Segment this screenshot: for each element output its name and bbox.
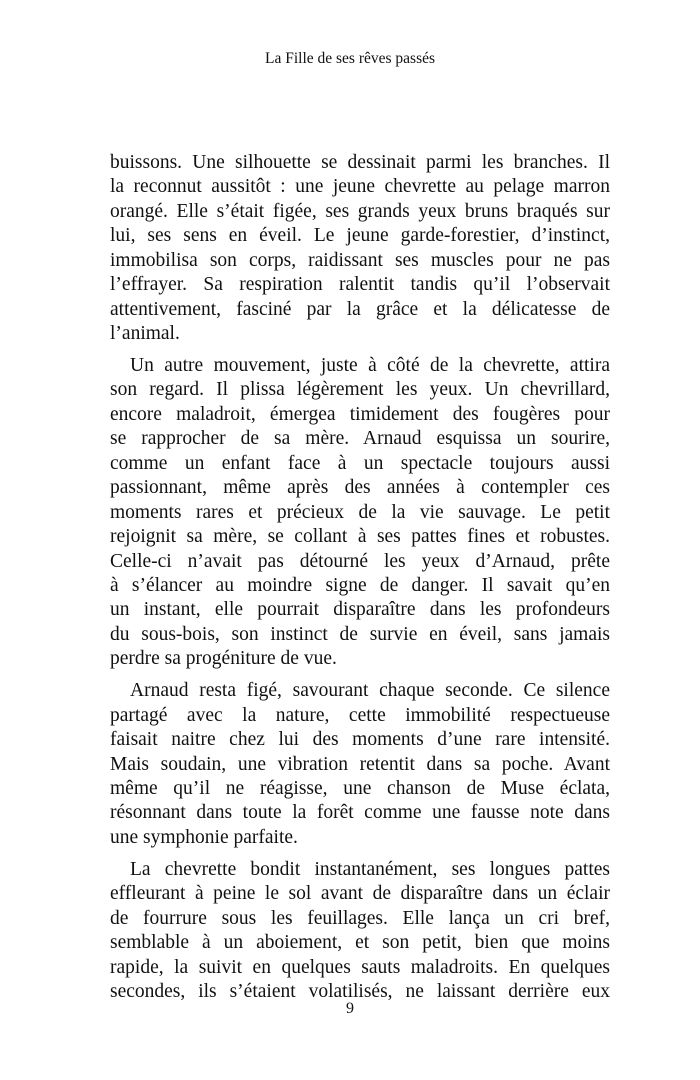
text-line: passionnant, même après des années à contempler ces: [110, 477, 610, 499]
text-line: partagé avec la nature, cette immobilité respectueuse: [110, 704, 610, 726]
text-line: immobilisa son corps, raidissant ses muscles pour ne pas: [110, 249, 610, 271]
text-line: attentivement, fasciné par la grâce et la délicatesse de: [110, 298, 610, 320]
text-line: faisait naitre chez lui des moments d’une rare intensité.: [110, 729, 610, 751]
text-line: comme un enfant face à un spectacle toujours aussi: [110, 452, 610, 474]
text-line: encore maladroit, émergea timidement des fougères pour: [110, 403, 610, 425]
page-body-text: [110, 151, 610, 1012]
text-line: l’animal.: [110, 323, 180, 345]
paragraph: [110, 858, 610, 1005]
text-line: effleurant à peine le sol avant de disparaître dans un éclair: [110, 883, 610, 905]
text-line: secondes, ils s’étaient volatilisés, ne laissant derrière eux: [110, 980, 610, 1002]
text-line: semblable à un aboiement, et son petit, bien que moins: [110, 932, 610, 954]
text-line: perdre sa progéniture de vue.: [110, 648, 337, 670]
page-number: 9: [346, 1000, 354, 1017]
text-line: une symphonie parfaite.: [110, 826, 298, 848]
text-line: Un autre mouvement, juste à côté de la chevrette, attira: [130, 355, 610, 376]
running-header-title: La Fille de ses rêves passés: [264, 50, 436, 67]
text-line: buissons. Une silhouette se dessinait parmi les branches. Il: [110, 152, 610, 173]
text-line: même qu’il ne réagisse, une chanson de Muse éclata,: [110, 777, 610, 799]
text-line: l’effrayer. Sa respiration ralentit tandis qu’il l’observait: [110, 274, 610, 296]
text-line: rejoignit sa mère, se collant à ses pattes fines et robustes.: [110, 526, 610, 548]
text-line: son regard. Il plissa légèrement les yeux. Un chevrillard,: [110, 379, 610, 401]
text-line: de fourrure sous les feuillages. Elle lança un cri bref,: [110, 907, 610, 929]
text-line: se rapprocher de sa mère. Arnaud esquissa un sourire,: [110, 428, 610, 450]
paragraph: [110, 679, 610, 850]
text-line: résonnant dans toute la forêt comme une fausse note dans: [110, 802, 610, 824]
text-line: moments rares et précieux de la vie sauvage. Le petit: [110, 501, 610, 523]
text-line: Mais soudain, une vibration retentit dans sa poche. Avant: [110, 753, 610, 775]
text-line: Arnaud resta figé, savourant chaque seconde. Ce silence: [130, 680, 610, 702]
text-line: à s’élancer au moindre signe de danger. Il savait qu’en: [110, 574, 610, 596]
text-line: un instant, elle pourrait disparaître dans les profondeurs: [110, 599, 610, 621]
text-line: du sous-bois, son instinct de survie en éveil, sans jamais: [110, 623, 610, 645]
paragraph: [110, 151, 610, 347]
paragraph: [110, 354, 610, 672]
text-line: orangé. Elle s’était figée, ses grands yeux bruns braqués sur: [110, 200, 610, 222]
text-line: rapide, la suivit en quelques sauts maladroits. En quelques: [110, 956, 610, 978]
text-line: la reconnut aussitôt : une jeune chevrette au pelage marron: [110, 176, 610, 198]
text-line: La chevrette bondit instantanément, ses longues pattes: [130, 858, 610, 880]
text-line: lui, ses sens en éveil. Le jeune garde-forestier, d’instinct,: [110, 225, 610, 247]
text-line: Celle-ci n’avait pas détourné les yeux d’Arnaud, prête: [110, 550, 610, 572]
